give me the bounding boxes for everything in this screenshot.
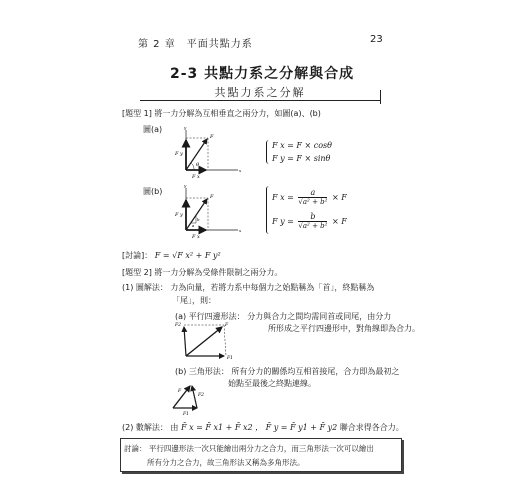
para-force-F <box>186 327 222 356</box>
eq-b-fx-num: a <box>298 188 327 198</box>
tri-F-label: F <box>178 389 182 394</box>
eq-b-fx-fraction <box>298 188 327 206</box>
parallelogram-figure <box>175 321 245 361</box>
note-line-1 <box>124 443 374 454</box>
q1-text: 將一力分解為互相垂直之兩分力，如圖(a)、(b) <box>154 109 321 118</box>
eq-b-fy-num: b <box>298 212 327 222</box>
fig-b-x-label: x <box>239 228 242 233</box>
brace-a <box>266 140 270 164</box>
item2-label: (2) 數解法： <box>122 423 168 432</box>
item1b-text-1: 所有分力的關係均互相首接尾，合力即為最初之 <box>231 367 400 376</box>
fig-a-F-label: F <box>210 134 214 140</box>
item1b-text-2: 始點至最後之終點連線。 <box>228 379 316 388</box>
page-header <box>0 0 520 60</box>
eq-b-fx <box>272 188 347 206</box>
note-text-2: 所有分力之合力，故三角形法又稱為多角形法。 <box>147 458 305 467</box>
fig-a-label: 圖(a) <box>143 125 163 134</box>
item2-line <box>122 422 404 433</box>
note-box <box>120 438 402 472</box>
item1-text-1: 力為向量，若將力系中每個力之始點稱為「首」，終點稱為 <box>170 283 375 292</box>
eq-b-fx-rhs: × F <box>332 193 347 202</box>
para-F-label: F <box>225 323 229 328</box>
triangle-figure <box>165 380 225 418</box>
q1-line <box>122 108 321 119</box>
q1-label: [題型 1] <box>122 109 152 118</box>
item1b-line1 <box>175 366 399 377</box>
fig-a-Fx-label: F x <box>192 174 200 180</box>
fig-a-y-label: y <box>184 125 187 130</box>
eq-b-fy-fraction <box>298 212 327 230</box>
figure-a <box>175 125 246 180</box>
eq-a-fy: F y = F × sinθ <box>272 154 331 163</box>
eq-b-fy-den: √a² + b² <box>298 222 328 230</box>
fig-b-label: 圖(b) <box>143 187 163 196</box>
item1-text-2: 「尾」，則： <box>172 296 216 305</box>
eq-b-fy-rhs: × F <box>332 217 347 226</box>
brace-b <box>266 186 270 234</box>
discussion-line <box>122 250 221 261</box>
fig-b-y-label: y <box>184 183 187 188</box>
fig-b-a-label: a <box>192 223 195 228</box>
tri-force-F <box>173 386 190 408</box>
figure-b <box>175 183 246 242</box>
fig-b-force-F <box>186 199 207 230</box>
item2-prefix: 由 <box>170 423 179 432</box>
para-F2-label: F2 <box>175 323 181 328</box>
para-force-F2 <box>184 327 186 356</box>
discussion-formula: F = √F x² + F y² <box>154 251 221 260</box>
tri-F1-label: F1 <box>183 412 189 417</box>
fig-b-F-label: F <box>210 194 214 200</box>
q2-label: [題型 2] <box>122 268 152 277</box>
q2-line <box>122 267 282 278</box>
item1-line1 <box>122 282 374 293</box>
eq-a-fx: F x = F × cosθ <box>272 141 332 150</box>
banner-edge <box>380 90 382 104</box>
item1a-text-1: 分力與合力之間均需同首或同尾，由分力 <box>247 312 392 321</box>
subsection-title: 共點力系之分解 <box>214 86 306 99</box>
section-title: 2-3 共點力系之分解與合成 <box>170 66 355 82</box>
note-label: 討論： <box>124 444 147 453</box>
fig-b-Fx-label: F x <box>192 234 200 240</box>
page-number: 23 <box>370 34 383 45</box>
fig-a-theta-label: θ <box>196 162 200 168</box>
chapter-title: 第 2 章 平面共點力系 <box>138 39 253 50</box>
tri-F2-label: F2 <box>198 393 204 398</box>
item1-label: (1) 圖解法： <box>122 283 168 292</box>
fig-a-Fy-label: F y <box>175 151 183 157</box>
fig-b-Fy-label: F y <box>175 212 183 218</box>
eq-b-fy-lhs: F y = <box>272 217 294 226</box>
note-text-1: 平行四邊形法一次只能繪出兩分力之合力，而三角形法一次可以繪出 <box>148 444 374 453</box>
item1a-label: (a) 平行四邊形法： <box>175 312 245 321</box>
item1a-text-2: 所形成之平行四邊形中，對角線即為合力。 <box>268 324 420 333</box>
item2-suffix: 聯合求得各合力。 <box>339 423 404 432</box>
para-dash-right <box>224 325 226 356</box>
fig-a-x-label: x <box>239 168 242 173</box>
eq-b-fx-lhs: F x = <box>272 193 294 202</box>
eq-b-fy <box>272 212 347 230</box>
item2-formula: F̄ x = F̄ x1 + F̄ x2 ， F̄ y = F̄ y1 + F̄ y2 <box>180 423 338 432</box>
discussion-label: [討論]： <box>122 251 153 260</box>
fig-b-b-label: b <box>197 217 200 222</box>
para-F1-label: F1 <box>227 356 233 361</box>
fig-a-angle-arc <box>191 163 194 170</box>
q2-text: 將一力分解為受條件限制之兩分力。 <box>154 268 283 277</box>
item1b-label: (b) 三角形法： <box>175 367 229 376</box>
subsection-banner <box>140 84 380 101</box>
tri-force-F2 <box>192 386 197 408</box>
eq-b-fx-den: √a² + b² <box>298 198 328 206</box>
